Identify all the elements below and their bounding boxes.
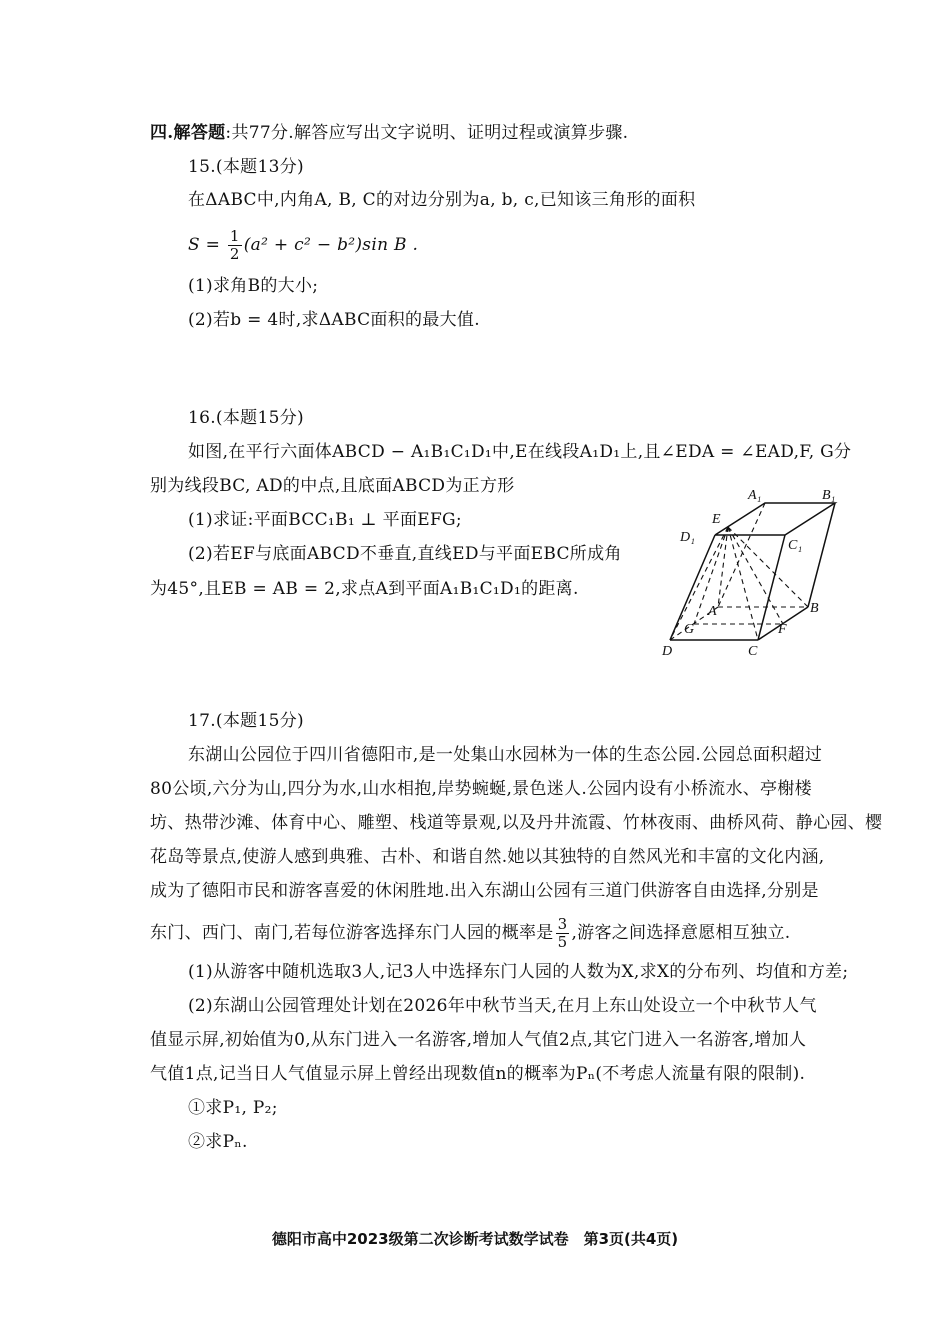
q17-line6-start: 东门、西门、南门,若每位游客选择东门人园的概率是 (150, 923, 554, 943)
q15-formula-fraction (228, 228, 242, 263)
q17-part1: (1)从游客中随机选取3人,记3人中选择东门人园的人数为X,求X的分布列、均值和方差; (188, 962, 849, 982)
q16-header: 16.(本题15分) (188, 408, 304, 428)
q17-line4: 花岛等景点,使游人感到典雅、古朴、和谐自然.她以其独特的自然风光和丰富的文化内涵, (150, 847, 825, 867)
q17-part2-line3: 气值1点,记当日人气值显示屏上曾经出现数值n的概率为Pₙ(不考虑人流量有限的限制). (150, 1064, 806, 1084)
q17-line2: 80公顷,六分为山,四分为水,山水相抱,岸势蜿蜒,景色迷人.公园内设有小桥流水、亭榭楼 (150, 779, 812, 799)
q15-formula-s: S = (188, 235, 226, 255)
label-f: F (778, 622, 787, 637)
q17-subpart2: ②求Pₙ. (188, 1132, 248, 1152)
q17-line6-end: ,游客之间选择意愿相互独立. (571, 923, 791, 943)
q17-part2-line1: (2)东湖山公园管理处计划在2026年中秋节当天,在月上东山处设立一个中秋节人气 (188, 996, 817, 1016)
q17-part2-line2: 值显示屏,初始值为0,从东门进入一名游客,增加人气值2点,其它门进入一名游客,增加人 (150, 1030, 807, 1050)
q17-probability-fraction (556, 916, 570, 951)
q16-part2-line2: 为45°,且EB = AB = 2,求点A到平面A₁B₁C₁D₁的距离. (150, 579, 579, 599)
fraction-numerator: 1 (229, 227, 240, 245)
q15-part1: (1)求角B的大小; (188, 276, 319, 296)
q17-subpart1: ①求P₁, P₂; (188, 1098, 278, 1118)
fraction-denominator: 5 (557, 933, 568, 951)
q16-part1: (1)求证:平面BCC₁B₁ ⊥ 平面EFG; (188, 510, 462, 530)
q16-line1: 如图,在平行六面体ABCD − A₁B₁C₁D₁中,E在线段A₁D₁上,且∠EDA = ∠EAD,F, G分 (188, 442, 852, 462)
figure-solid-edges (670, 503, 835, 640)
label-d1: D₁ (680, 530, 695, 545)
label-e: E (712, 512, 721, 527)
label-c: C (748, 644, 758, 659)
label-g: G (684, 622, 695, 637)
q15-formula (188, 228, 418, 263)
section-heading (150, 122, 628, 144)
q17-line1: 东湖山公园位于四川省德阳市,是一处集山水园林为一体的生态公园.公园总面积超过 (188, 745, 823, 765)
q16-line2: 别为线段BC, AD的中点,且底面ABCD为正方形 (150, 476, 515, 496)
label-a1: A₁ (748, 488, 762, 503)
label-c1: C₁ (788, 538, 803, 553)
page-footer: 德阳市高中2023级第二次诊断考试数学试卷 第3页(共4页) (271, 1230, 679, 1248)
figure-hidden-edges (670, 503, 808, 640)
q17-line5: 成为了德阳市民和游客喜爱的休闲胜地.出入东湖山公园有三道门供游客自由选择,分别是 (150, 881, 819, 901)
q15-line1: 在ΔABC中,内角A, B, C的对边分别为a, b, c,已知该三角形的面积 (188, 190, 696, 210)
label-a: A (708, 604, 717, 619)
q17-header: 17.(本题15分) (188, 711, 304, 731)
q15-formula-rest: (a² + c² − b²)sin B . (243, 235, 419, 255)
section-description: :共77分.解答应写出文字说明、证明过程或演算步骤. (225, 123, 629, 143)
label-b1: B₁ (822, 488, 836, 503)
q17-line6 (150, 916, 790, 951)
q17-line3: 坊、热带沙滩、体育中心、雕塑、栈道等景观,以及丹井流霞、竹林夜雨、曲桥风荷、静心园、樱 (150, 813, 883, 833)
label-b: B (810, 601, 819, 616)
fraction-denominator: 2 (229, 245, 240, 263)
fraction-numerator: 3 (557, 915, 568, 933)
q15-part2: (2)若b = 4时,求ΔABC面积的最大值. (188, 310, 480, 330)
q15-header: 15.(本题13分) (188, 157, 304, 177)
section-title: 四.解答题 (150, 123, 226, 143)
q16-part2-line1: (2)若EF与底面ABCD不垂直,直线ED与平面EBC所成角 (188, 544, 622, 564)
label-d: D (662, 644, 673, 659)
parallelepiped-figure (662, 485, 850, 660)
